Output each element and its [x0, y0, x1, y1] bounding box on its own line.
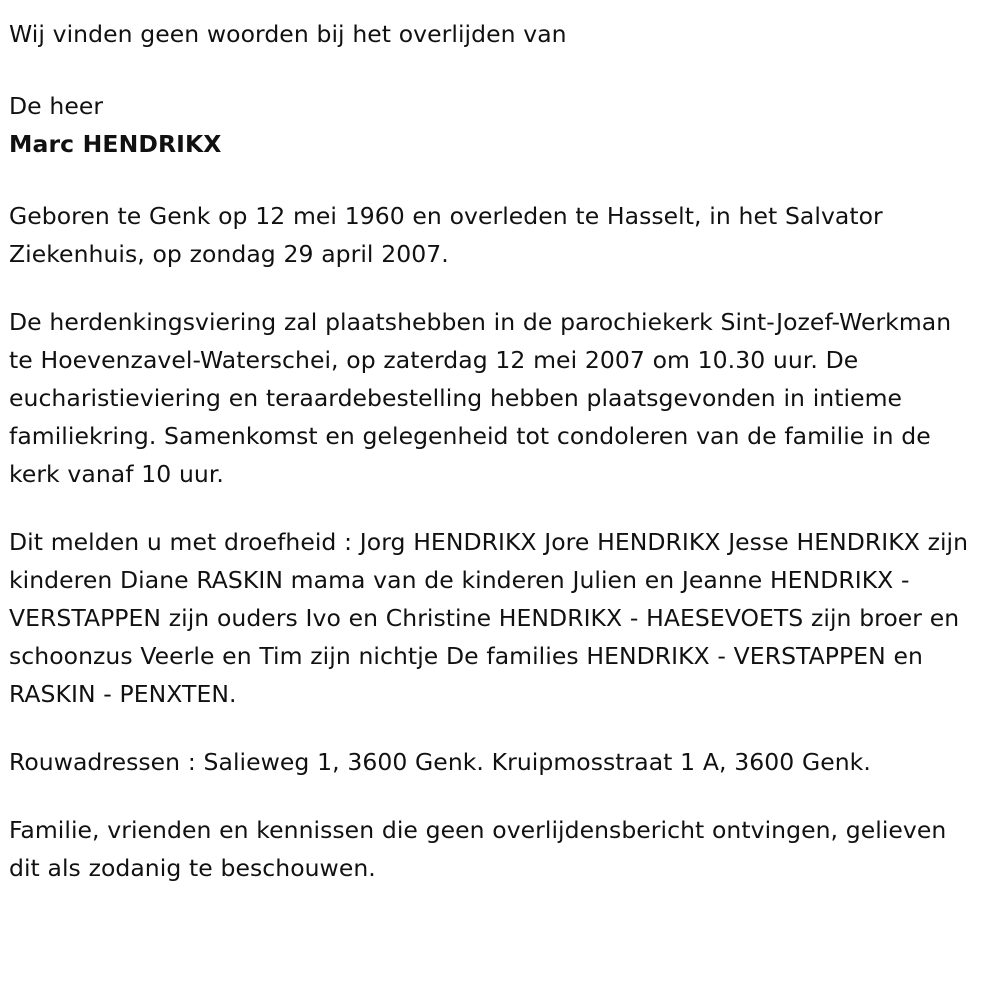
intro-line: Wij vinden geen woorden bij het overlijden van [9, 20, 567, 48]
closing-paragraph: Familie, vrienden en kennissen die geen overlijdensbericht ontvingen, gelieven dit als zodanig te beschouwen. [9, 816, 947, 882]
mourning-addresses: Rouwadressen : Salieweg 1, 3600 Genk. Kruipmosstraat 1 A, 3600 Genk. [9, 748, 871, 776]
deceased-name: Marc HENDRIKX [9, 130, 222, 158]
salutation-line: De heer [9, 92, 104, 120]
spacer-after-name [9, 163, 978, 197]
spacer-after-addresses [9, 781, 978, 811]
family-paragraph: Dit melden u met droefheid : Jorg HENDRIKX Jore HENDRIKX Jesse HENDRIKX zijn kinderen Diane RASKIN mama van de kinderen Julien en Jeanne HENDRIKX - VERSTAPPEN zijn ouders Ivo en Christine HENDRIKX - HAESEVOETS zijn broer en schoonzus Veerle en Tim zijn nichtje De families HENDRIKX - VERSTAPPEN en RASKIN - PENXTEN. [9, 528, 969, 708]
spacer-after-service [9, 493, 978, 523]
spacer-after-family [9, 713, 978, 743]
birth-death-paragraph: Geboren te Genk op 12 mei 1960 en overleden te Hasselt, in het Salvator Ziekenhuis, op zondag 29 april 2007. [9, 202, 883, 268]
spacer-after-birth-death [9, 273, 978, 303]
service-paragraph: De herdenkingsviering zal plaatshebben in de parochiekerk Sint-Jozef-Werkman te Hoevenzavel-Waterschei, op zaterdag 12 mei 2007 om 10.30 uur. De eucharistieviering en teraardebestelling hebben plaatsgevonden in intieme familiekring. Samenkomst en gelegenheid tot condoleren van de familie in de kerk vanaf 10 uur. [9, 308, 952, 488]
spacer-after-intro [9, 53, 978, 87]
